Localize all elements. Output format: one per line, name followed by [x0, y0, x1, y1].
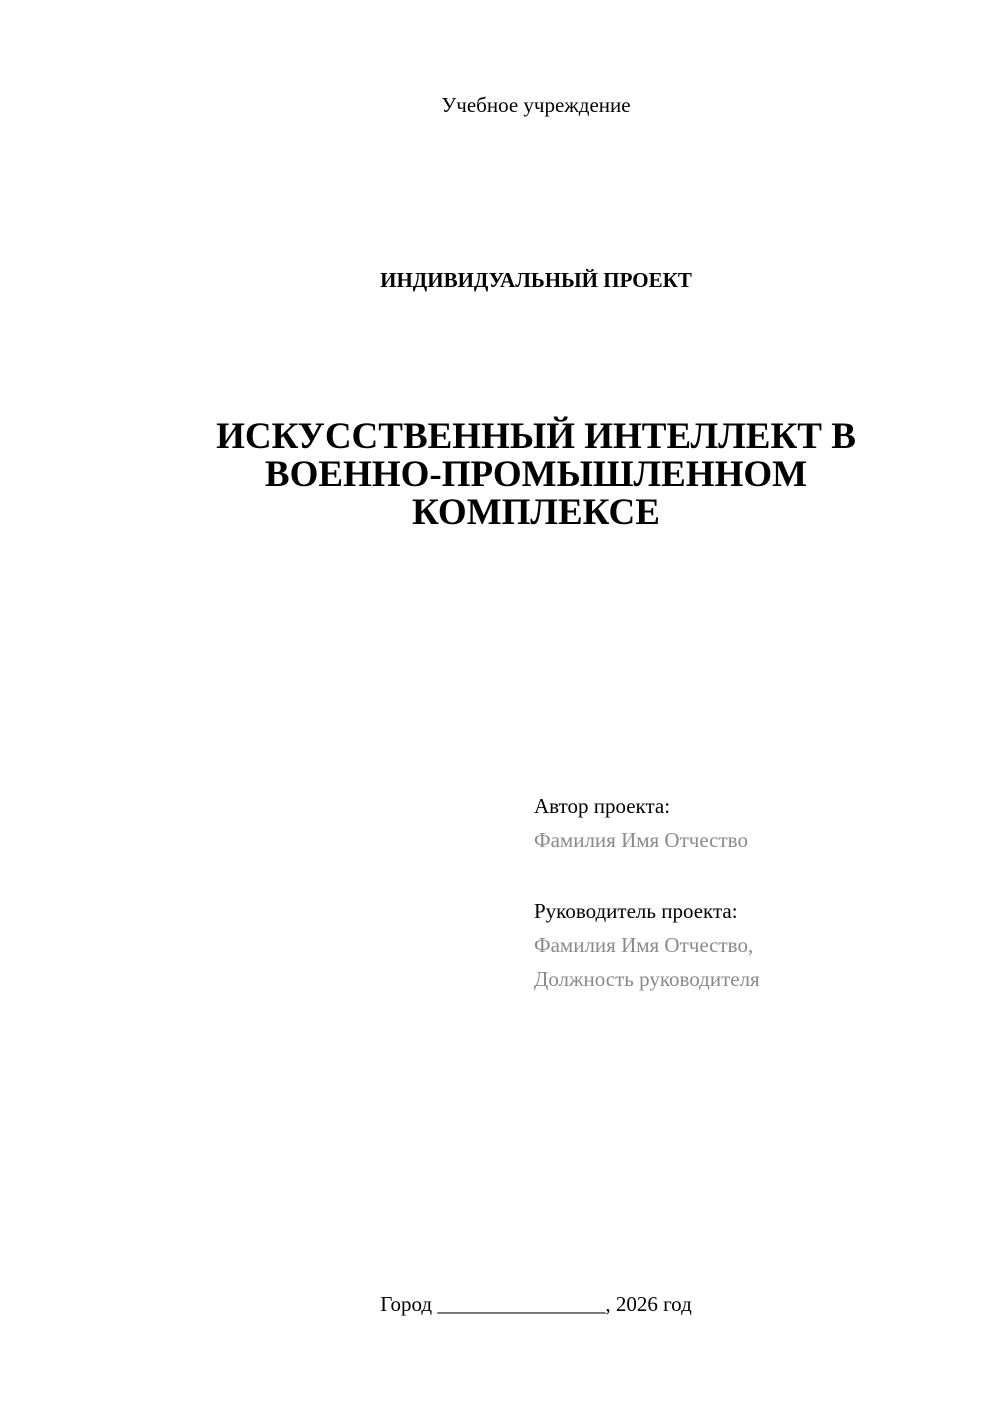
spacer — [534, 857, 760, 894]
supervisor-position: Должность руководителя — [534, 967, 760, 991]
institution-name: Учебное учреждение — [441, 93, 631, 117]
project-title-line-2: ВОЕННО-ПРОМЫШЛЕННОМ — [264, 454, 808, 495]
project-title-line-1: ИСКУССТВЕННЫЙ ИНТЕЛЛЕКТ В — [216, 416, 856, 457]
supervisor-name: Фамилия Имя Отчество, — [534, 933, 754, 957]
project-title-line-3: КОМПЛЕКСЕ — [412, 492, 660, 533]
supervisor-label: Руководитель проекта: — [534, 899, 738, 923]
city-year-line: Город ________________, 2026 год — [380, 1292, 692, 1316]
author-label: Автор проекта: — [534, 794, 671, 818]
author-name: Фамилия Имя Отчество — [534, 828, 748, 852]
project-type-heading: ИНДИВИДУАЛЬНЫЙ ПРОЕКТ — [380, 268, 692, 292]
project-people-block — [534, 789, 760, 996]
project-title — [0, 418, 1000, 532]
